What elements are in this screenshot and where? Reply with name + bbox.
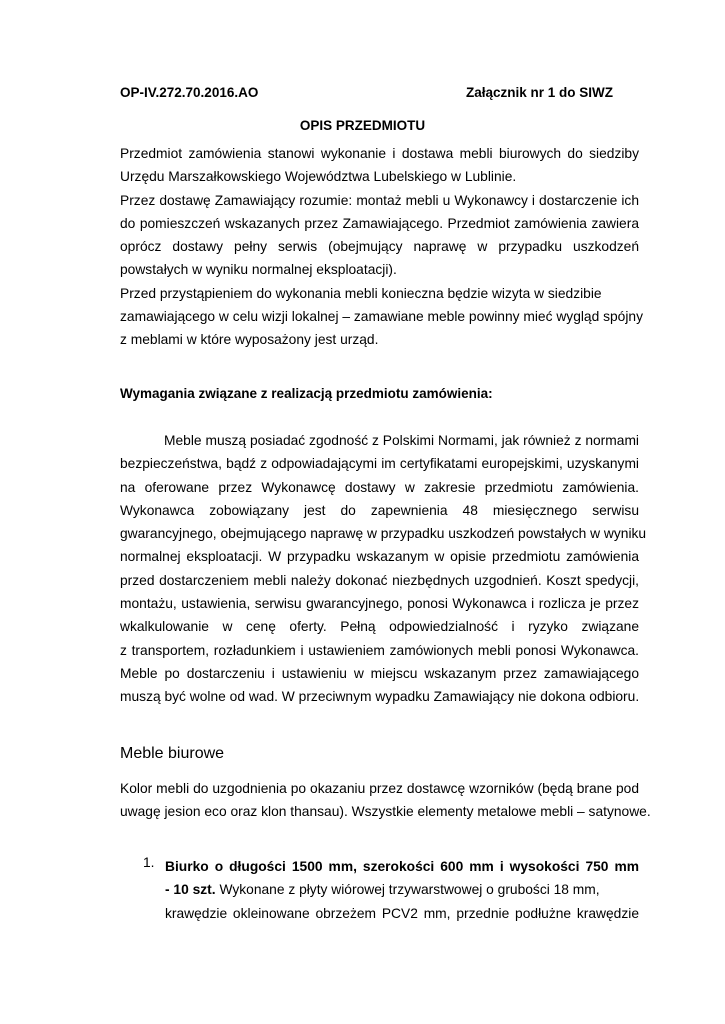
requirements-paragraph bbox=[120, 429, 647, 709]
color-paragraph bbox=[120, 777, 651, 824]
requirements-heading: Wymagania związane z realizacją przedmiotu zamówienia: bbox=[120, 386, 493, 401]
list-item-number: 1. bbox=[143, 855, 155, 870]
text-line bbox=[165, 855, 639, 878]
text-line: zamawiającego w celu wizji lokalnej – zamawiane meble powinny mieć wygląd spójny bbox=[120, 309, 643, 325]
text-line: Przez dostawę Zamawiający rozumie: montaż mebli u Wykonawcy i dostarczenie ich bbox=[120, 192, 639, 208]
text-line: Przed przystąpieniem do wykonania mebli konieczna będzie wizyta w siedzibie bbox=[120, 285, 602, 301]
attachment-label: Załącznik nr 1 do SIWZ bbox=[466, 85, 614, 100]
text-line: oprócz dostawy pełny serwis (obejmujący naprawę w przypadku uszkodzeń bbox=[120, 239, 639, 255]
intro-paragraph bbox=[120, 142, 643, 352]
text-line: uwagę jesion eco oraz klon thansau). Wszystkie elementy metalowe mebli – satynowe. bbox=[120, 804, 651, 820]
text-line: do pomieszczeń wskazanych przez Zamawiającego. Przedmiot zamówienia zawiera bbox=[120, 215, 639, 231]
text-line: na oferowane przez Wykonawcę dostawy w zakresie przedmiotu zamówienia. bbox=[120, 479, 639, 495]
document-reference: OP-IV.272.70.2016.AO bbox=[120, 85, 259, 100]
text-line: Urzędu Marszałkowskiego Województwa Lubelskiego w Lublinie. bbox=[120, 169, 517, 185]
text-line: Kolor mebli do uzgodnienia po okazaniu przez dostawcę wzorników (będą brane pod bbox=[120, 781, 639, 796]
text-line: muszą być wolne od wad. W przeciwnym wypadku Zamawiający nie dokona odbioru. bbox=[120, 689, 640, 705]
list-item-desk bbox=[165, 855, 639, 925]
text-line: gwarancyjnego, obejmującego naprawę w przypadku uszkodzeń powstałych w wyniku bbox=[120, 526, 647, 542]
text-line: Przedmiot zamówienia stanowi wykonanie i dostawa mebli biurowych do siedziby bbox=[120, 146, 639, 161]
text-line: przed dostarczeniem mebli należy dokonać niezbędnych uzgodnień. Koszt spedycji, bbox=[120, 572, 639, 588]
item-description: Wykonane z płyty wiórowej trzywarstwowej o grubości 18 mm, bbox=[215, 882, 600, 898]
text-line: normalnej eksploatacji. W przypadku wskazanym w opisie przedmiotu zamówienia bbox=[120, 549, 639, 565]
text-line: wkalkulowanie w cenę oferty. Pełną odpowiedzialność i ryzyko związane bbox=[120, 619, 639, 635]
text-line: krawędzie okleinowane obrzeżem PCV2 mm, przednie podłużne krawędzie bbox=[165, 905, 639, 921]
page-title: OPIS PRZEDMIOTU bbox=[299, 118, 426, 133]
text-line: z meblami w które wyposażony jest urząd. bbox=[120, 332, 379, 348]
item-quantity: - 10 szt. bbox=[165, 882, 216, 898]
text-line: z transportem, rozładunkiem i ustawieniem zamówionych mebli ponosi Wykonawca. bbox=[120, 642, 639, 658]
text-line: bezpieczeństwa, bądź z odpowiadającymi im certyfikatami europejskimi, uzyskanymi bbox=[120, 456, 639, 472]
text-line: montażu, ustawienia, serwisu gwarancyjnego, ponosi Wykonawca i rozlicza je przez bbox=[120, 596, 639, 612]
section-heading-office-furniture: Meble biurowe bbox=[120, 745, 225, 762]
text-line: Meble po dostarczeniu i ustawieniu w miejscu wskazanym przez zamawiającego bbox=[120, 665, 639, 681]
item-title: Biurko o długości 1500 mm, szerokości 600 mm i wysokości 750 mm bbox=[165, 859, 639, 874]
text-line: Wykonawca zobowiązany jest do zapewnienia 48 miesięcznego serwisu bbox=[120, 502, 639, 518]
text-line: Meble muszą posiadać zgodność z Polskimi Normami, jak również z normami bbox=[164, 433, 639, 448]
text-line: powstałych w wyniku normalnej eksploatacji). bbox=[120, 262, 397, 278]
text-line bbox=[165, 878, 639, 901]
